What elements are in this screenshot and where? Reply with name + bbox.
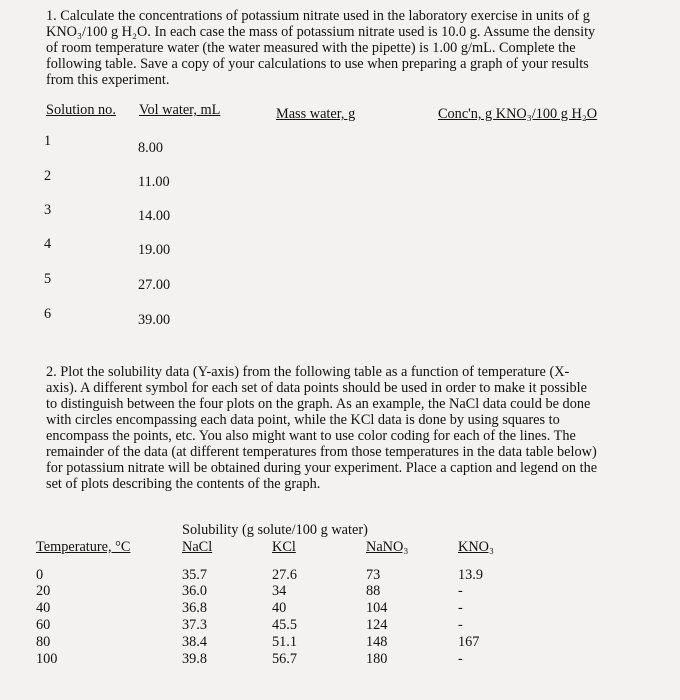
nacl-value: 39.8: [182, 651, 208, 667]
temperature-value: 20: [36, 583, 51, 599]
kno3-value: 13.9: [458, 567, 484, 583]
nano3-value: 124: [366, 617, 388, 633]
header-kno3: KNO₃: [458, 539, 494, 555]
q1-line: of room temperature water (the water measured with the pipette) is 1.00 g/mL. Complete the: [46, 40, 576, 56]
temperature-value: 0: [36, 567, 44, 583]
nacl-value: 36.0: [182, 583, 208, 599]
q2-line: with circles encompassing each data point, while the KCl data is done by using squares to: [46, 412, 560, 428]
q2-line: for potassium nitrate will be obtained during your experiment. Place a caption and legend on the: [46, 460, 598, 476]
temperature-value: 80: [36, 634, 51, 650]
header-kcl: KCl: [272, 539, 296, 555]
header-solution-no: Solution no.: [46, 102, 116, 118]
q1-line: 1. Calculate the concentrations of potassium nitrate used in the laboratory exercise in units of g: [46, 8, 590, 24]
solubility-caption: Solubility (g solute/100 g water): [182, 522, 368, 538]
solution-number: 1: [44, 133, 52, 149]
header-nano3: NaNO₃: [366, 539, 409, 555]
nacl-value: 37.3: [182, 617, 208, 633]
vol-water-value: 19.00: [138, 242, 171, 258]
temperature-value: 40: [36, 600, 51, 616]
solution-number: 6: [44, 306, 52, 322]
header-vol-water: Vol water, mL: [139, 102, 221, 118]
q2-line: 2. Plot the solubility data (Y-axis) from the following table as a function of temperature (X-: [46, 364, 570, 380]
vol-water-value: 39.00: [138, 312, 171, 328]
solution-number: 5: [44, 271, 52, 287]
vol-water-value: 11.00: [138, 174, 170, 190]
vol-water-value: 8.00: [138, 140, 164, 156]
solution-number: 4: [44, 236, 52, 252]
kcl-value: 40: [272, 600, 287, 616]
temperature-value: 60: [36, 617, 51, 633]
solution-number: 3: [44, 202, 52, 218]
nano3-value: 73: [366, 567, 381, 583]
header-mass-water: Mass water, g: [276, 106, 356, 122]
q2-line: to distinguish between the four plots on the graph. As an example, the NaCl data could be done: [46, 396, 591, 412]
kno3-value: -: [458, 600, 463, 616]
header-nacl: NaCl: [182, 539, 213, 555]
header-conc: Conc'n, g KNO₃/100 g H₂O: [438, 106, 598, 122]
q2-line: set of plots describing the contents of the graph.: [46, 476, 321, 492]
q2-line: encompass the points, etc. You also might want to use color coding for each of the lines. The: [46, 428, 576, 444]
header-temperature: Temperature, °C: [36, 539, 131, 555]
nano3-value: 88: [366, 583, 381, 599]
kcl-value: 56.7: [272, 651, 298, 667]
nacl-value: 36.8: [182, 600, 208, 616]
nano3-value: 180: [366, 651, 388, 667]
q1-line: following table. Save a copy of your calculations to use when preparing a graph of your results: [46, 56, 589, 72]
temperature-value: 100: [36, 651, 58, 667]
solution-number: 2: [44, 168, 52, 184]
q2-line: remainder of the data (at different temperatures from those temperatures in the data table below): [46, 444, 597, 460]
nano3-value: 148: [366, 634, 388, 650]
kcl-value: 34: [272, 583, 287, 599]
vol-water-value: 14.00: [138, 208, 171, 224]
q1-line: KNO₃/100 g H₂O. In each case the mass of potassium nitrate used is 10.0 g. Assume the density: [46, 24, 596, 40]
nano3-value: 104: [366, 600, 388, 616]
kno3-value: -: [458, 583, 463, 599]
q2-line: axis). A different symbol for each set of data points should be used in order to make it possible: [46, 380, 587, 396]
q1-line: from this experiment.: [46, 72, 170, 88]
kno3-value: 167: [458, 634, 480, 650]
nacl-value: 38.4: [182, 634, 208, 650]
kcl-value: 27.6: [272, 567, 298, 583]
kno3-value: -: [458, 617, 463, 633]
kno3-value: -: [458, 651, 463, 667]
nacl-value: 35.7: [182, 567, 208, 583]
vol-water-value: 27.00: [138, 277, 171, 293]
kcl-value: 51.1: [272, 634, 298, 650]
kcl-value: 45.5: [272, 617, 298, 633]
